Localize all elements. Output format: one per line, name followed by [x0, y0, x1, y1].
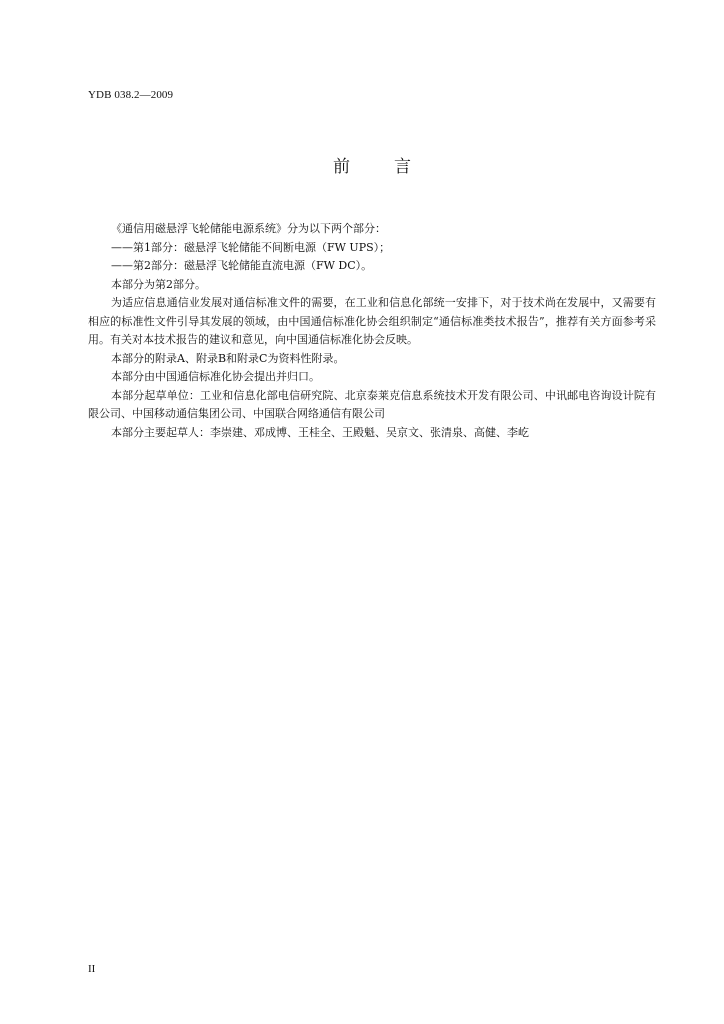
paragraph-appendices: 本部分的附录A、附录B和附录C为资料性附录。 [111, 351, 345, 365]
document-code: YDB 038.2—2009 [88, 89, 174, 101]
page-title [333, 157, 411, 177]
paragraph-purpose: 为适应信息通信业发展对通信标准文件的需要，在工业和信息化部统一安排下，对于技术尚在发展中，又需要有相应的标准性文件引导其发展的领域，由中国通信标准化协会组织制定“通信标准类技术报告”，推荐有关方面参考采用。有关对本技术报告的建议和意见，向中国通信标准化协会反映。 [88, 296, 656, 346]
title-char-2: 言 [394, 157, 411, 177]
paragraph-drafting-units: 本部分起草单位：工业和信息化部电信研究院、北京泰莱克信息系统技术开发有限公司、中讯邮电咨询设计院有限公司、中国移动通信集团公司、中国联合网络通信有限公司 [88, 388, 656, 420]
paragraph-parts-intro: 《通信用磁悬浮飞轮储能电源系统》分为以下两个部分： [111, 222, 386, 235]
paragraph-proposer: 本部分由中国通信标准化协会提出并归口。 [111, 370, 320, 383]
paragraph-part-1: ——第1部分：磁悬浮飞轮储能不间断电源（FW UPS）； [111, 240, 391, 254]
title-char-1: 前 [333, 157, 350, 177]
foreword-body [88, 220, 656, 442]
paragraph-this-part: 本部分为第2部分。 [111, 277, 206, 291]
paragraph-part-2: ——第2部分：磁悬浮飞轮储能直流电源（FW DC）。 [111, 259, 373, 272]
paragraph-drafters: 本部分主要起草人：李崇建、邓成博、王桂全、王殿魁、吴京文、张清泉、高健、李屹 [111, 425, 529, 439]
page-number: II [88, 963, 96, 975]
